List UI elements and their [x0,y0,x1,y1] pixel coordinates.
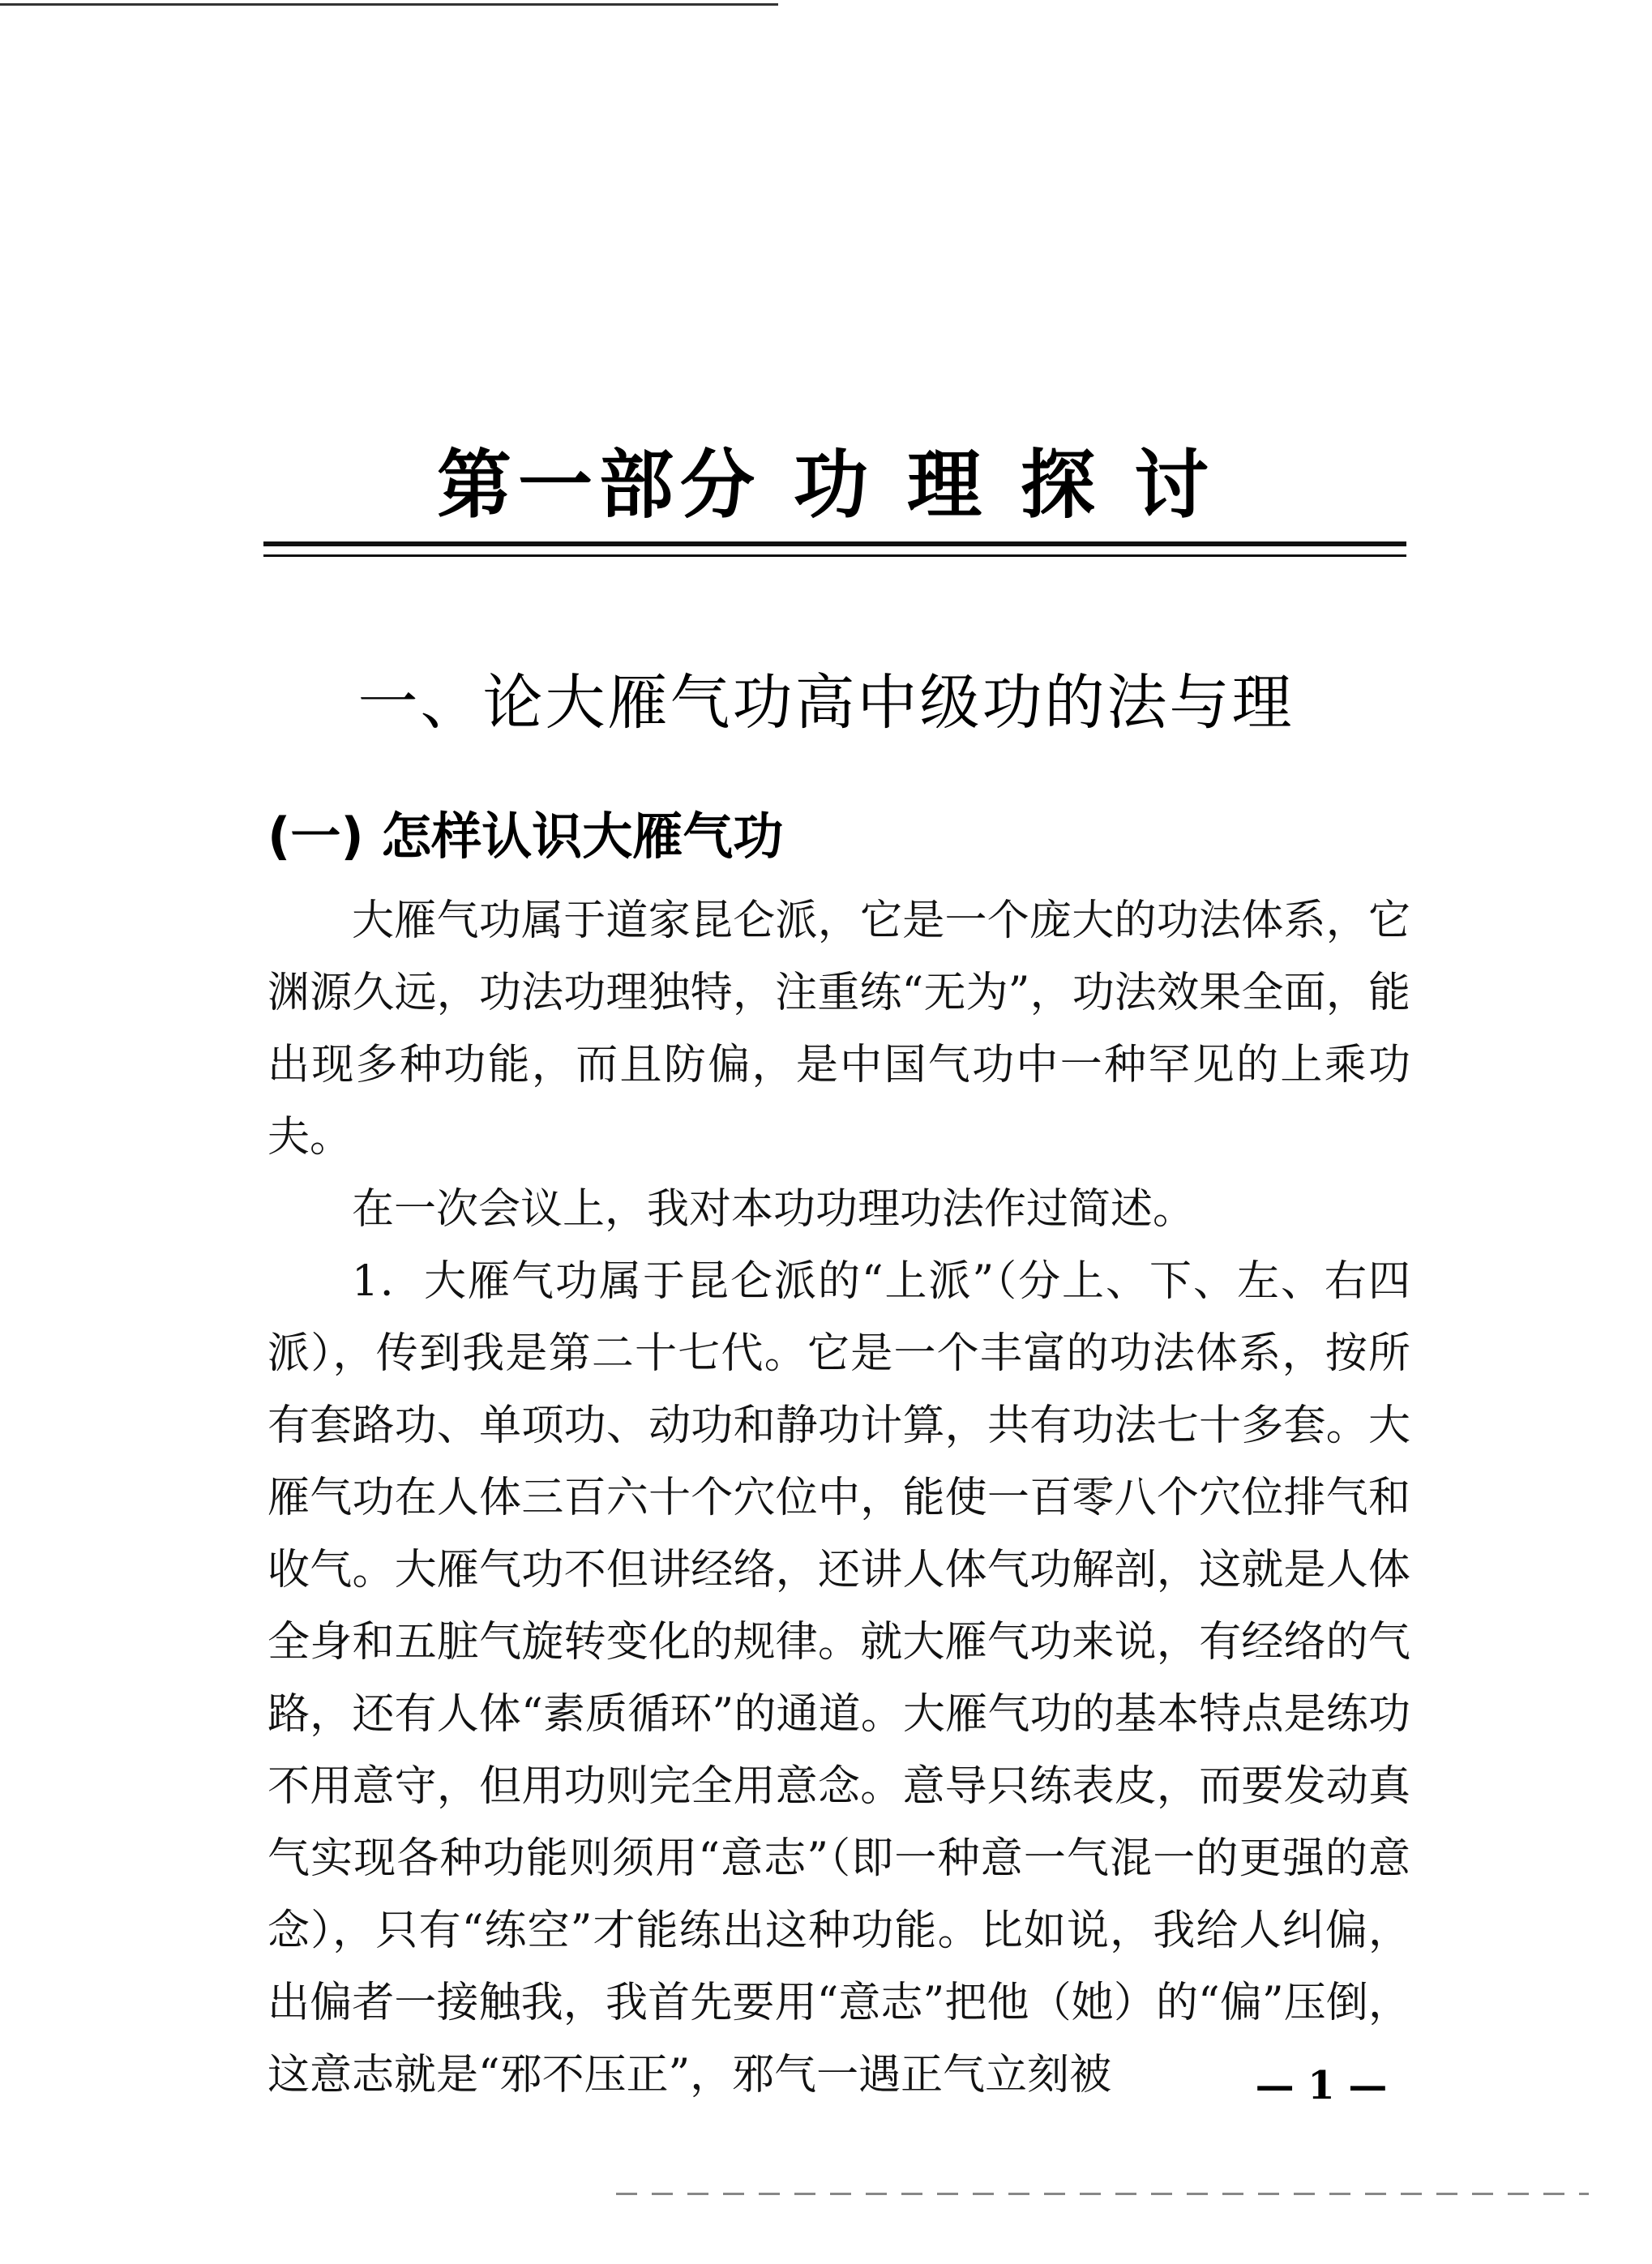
paragraph: 1．大雁气功属于昆仑派的“上派”（分上、下、左、右四派），传到我是第二十七代。它是一个丰富的功法体系，按所有套路功、单项功、动功和静功计算，共有功法七十多套。大雁气功在人体三百六十个穴位中，能使一百零八个穴位排气和收气。大雁气功不但讲经络，还讲人体气功解剖，这就是人体全身和五脏气旋转变化的规律。就大雁气功来说，有经络的气路，还有人体“素质循环”的通道。大雁气功的基本特点是练功不用意守，但用功则完全用意念。意导只练表皮，而要发动真气实现各种功能则须用“意志”（即一种意一气混一的更强的意念），只有“练空”才能练出这种功能。比如说，我给人纠偏，出偏者一接触我，我首先要用“意志”把他（她）的“偏”压倒，这意志就是“邪不压正”，邪气一遇正气立刻被 [267,1257,1410,2099]
title-rule [263,541,1406,546]
paragraph: 大雁气功属于道家昆仑派，它是一个庞大的功法体系，它渊源久远，功法功理独特，注重练“无为”，功法效果全面，能出现多种功能，而且防偏，是中国气功中一种罕见的上乘功夫。 [267,897,1410,1162]
scan-edge-line [0,3,778,6]
part-title: 第一部分 功 理 探 讨 [436,442,1216,529]
title-rule-thin [263,554,1406,557]
scan-noise-line [616,2193,1589,2195]
chapter-title: 一、论大雁气功高中级功的法与理 [357,668,1295,738]
page-number: — 1 — [1255,2063,1388,2108]
section-heading: (一) 怎样认识大雁气功 [267,807,784,866]
paragraph: 在一次会议上，我对本功功理功法作过简述。 [352,1185,1196,1234]
body-text [267,885,1410,2112]
